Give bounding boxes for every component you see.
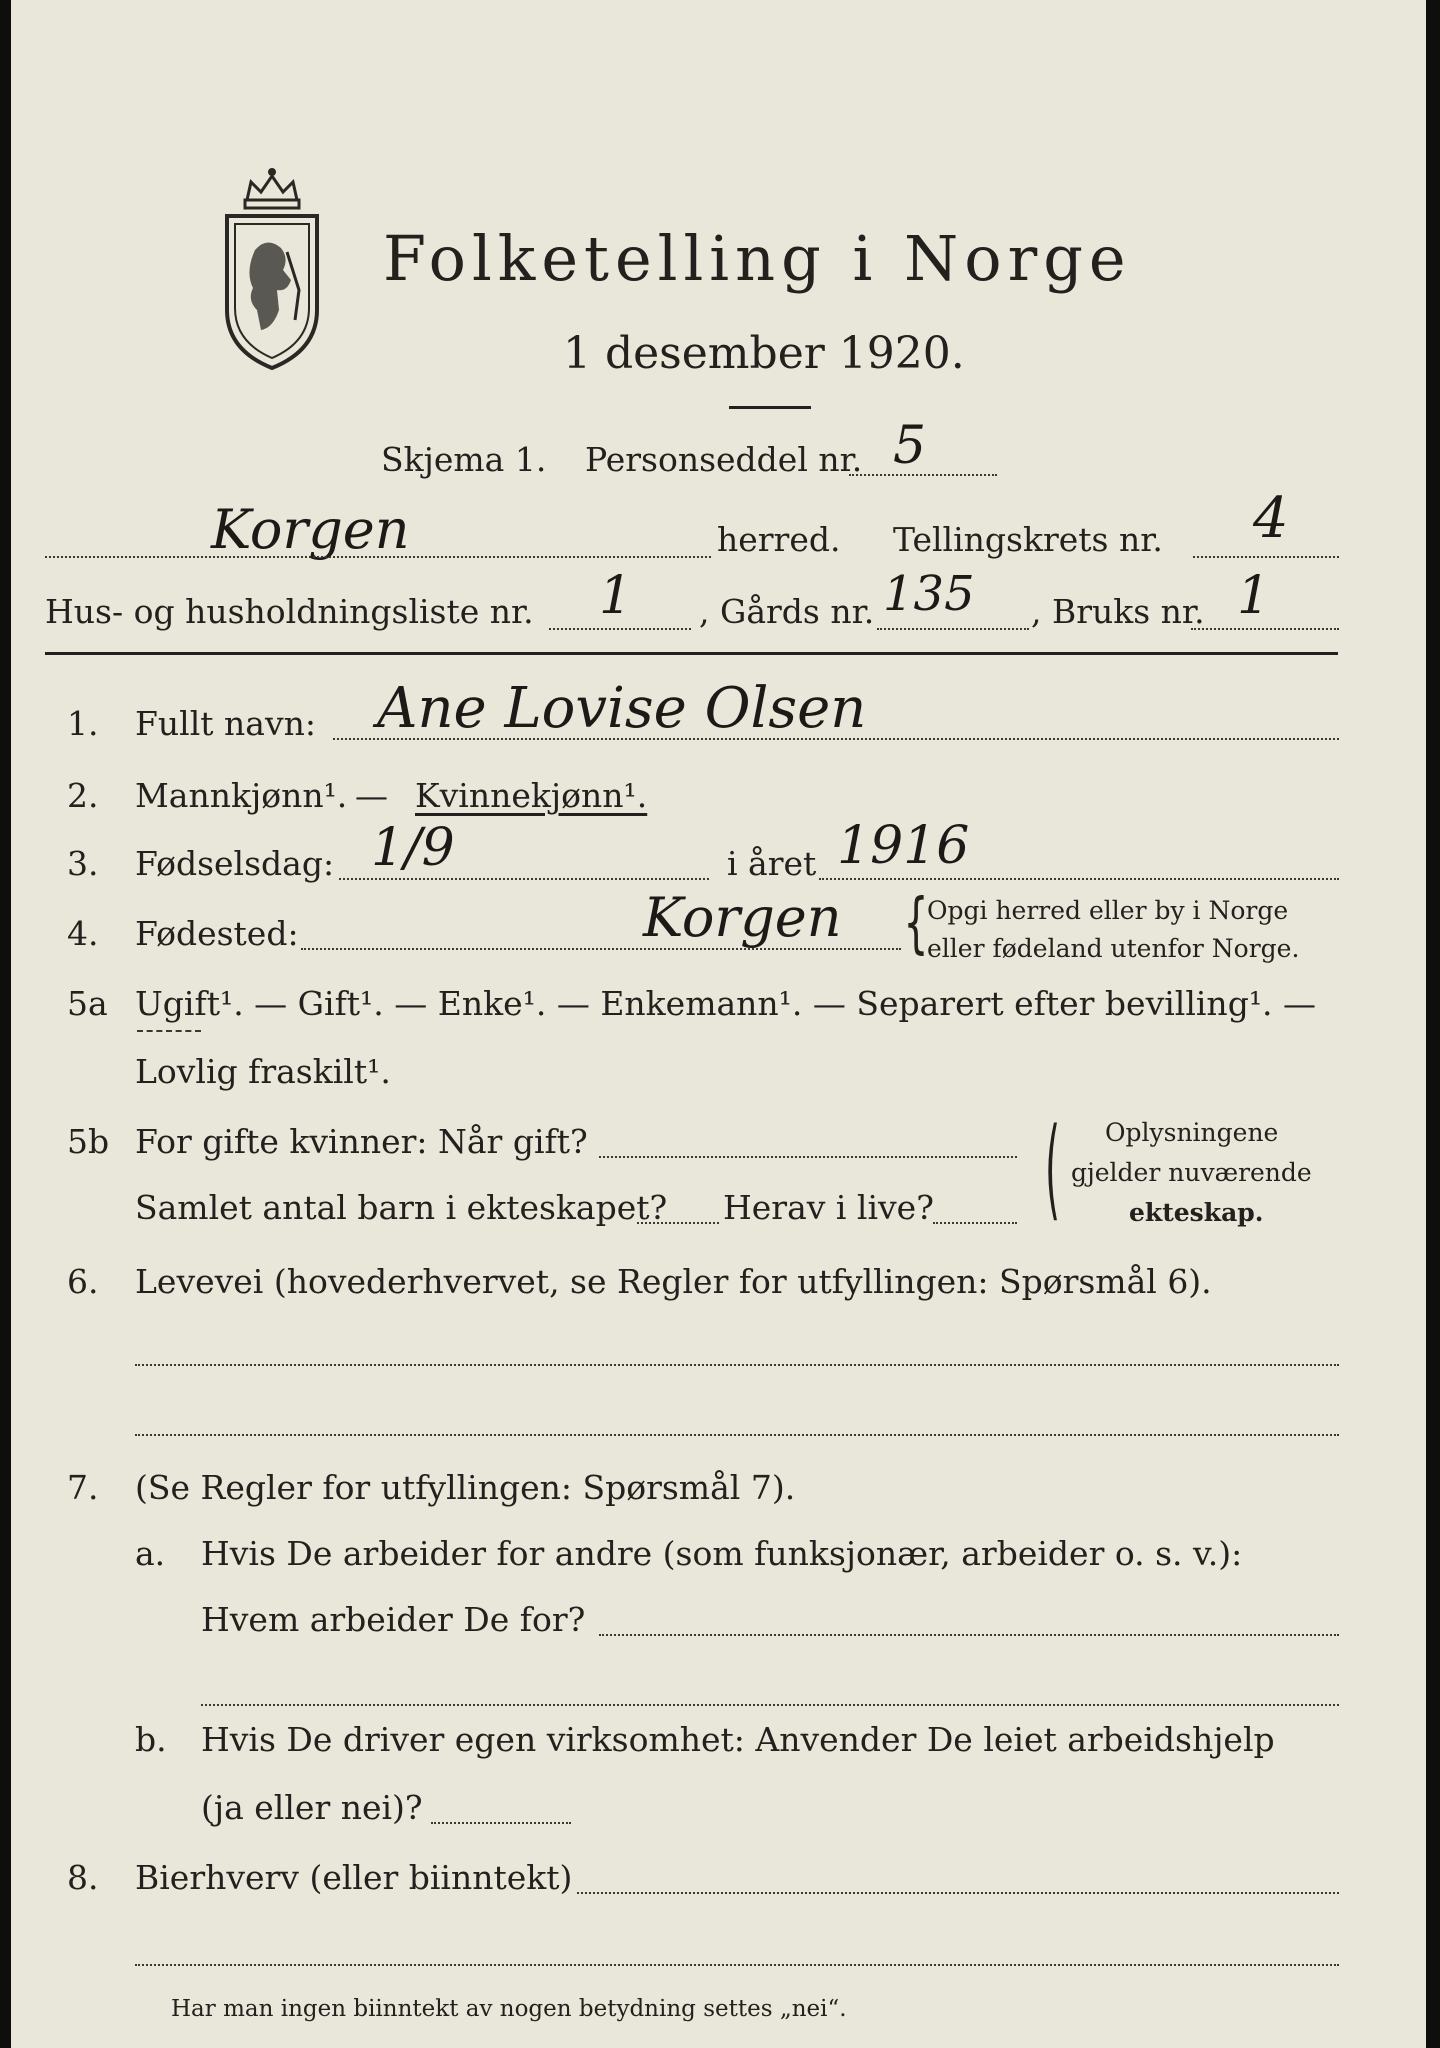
q8-label: Bierhverv (eller biinntekt) [135, 1858, 573, 1897]
skjema-label: Skjema 1. [381, 440, 547, 479]
herred-value[interactable]: Korgen [211, 498, 410, 561]
q8-number: 8. [67, 1858, 99, 1897]
herred-dotted-line [45, 556, 711, 558]
personseddel-value[interactable]: 5 [893, 416, 927, 476]
q5b-number: 5b [67, 1122, 110, 1161]
occupation-dotted-line-2[interactable] [135, 1434, 1339, 1436]
marriage-note-bracket-left: ( [1044, 1104, 1060, 1232]
q4-number: 4. [67, 914, 99, 953]
norwegian-coat-of-arms-icon [217, 160, 327, 374]
employer-dotted-line-2[interactable] [201, 1704, 1339, 1706]
q1-number: 1. [67, 704, 99, 743]
year-label: i året [727, 844, 817, 883]
employer-dotted-line-1[interactable] [599, 1634, 1339, 1636]
side-income-dotted-line-2[interactable] [135, 1964, 1339, 1966]
q7b-hired-help-label: (ja eller nei)? [201, 1788, 423, 1827]
birthplace-value[interactable]: Korgen [643, 886, 842, 949]
gender-dash: — [355, 776, 388, 815]
side-income-dotted-line-1[interactable] [577, 1892, 1339, 1894]
children-alive-label: Herav i live? [723, 1188, 934, 1227]
gards-dotted-line [877, 628, 1029, 630]
hus-value[interactable]: 1 [599, 566, 633, 626]
full-name-value[interactable]: Ane Lovise Olsen [377, 676, 867, 741]
census-form [11, 0, 1426, 2048]
marriage-note-line1: Oplysningene [1105, 1118, 1279, 1147]
year-dotted-line [819, 878, 1339, 880]
q5a-number: 5a [67, 984, 108, 1023]
ugift-underline [137, 1030, 201, 1032]
q6-label: Levevei (hovederhvervet, se Regler for utfyllingen: Spørsmål 6). [135, 1262, 1212, 1301]
q7-label: (Se Regler for utfyllingen: Spørsmål 7). [135, 1468, 796, 1507]
married-when-dotted-line[interactable] [599, 1156, 1017, 1158]
personseddel-label: Personseddel nr. [585, 440, 863, 479]
birthday-value[interactable]: 1/9 [371, 818, 455, 878]
footer-note: Har man ingen biinntekt av nogen betydning settes „nei“. [171, 1996, 847, 2022]
q7b-line1: Hvis De driver egen virksomhet: Anvender De leiet arbeidshjelp [201, 1720, 1275, 1759]
hus-label: Hus- og husholdningsliste nr. [45, 592, 534, 631]
section-rule [45, 652, 1338, 655]
gender-male-option[interactable]: Mannkjønn¹. [135, 776, 348, 815]
form-date: 1 desember 1920. [563, 328, 965, 379]
marital-status-options[interactable]: Ugift¹. — Gift¹. — Enke¹. — Enkemann¹. — Separert efter bevilling¹. — [135, 984, 1317, 1023]
q4-label: Fødested: [135, 914, 299, 953]
q7-number: 7. [67, 1468, 99, 1507]
occupation-dotted-line-1[interactable] [135, 1364, 1339, 1366]
hired-help-dotted-line[interactable] [431, 1822, 571, 1824]
q2-number: 2. [67, 776, 99, 815]
bruks-value[interactable]: 1 [1237, 566, 1271, 626]
gards-label: , Gårds nr. [699, 592, 875, 631]
hus-dotted-line [549, 628, 691, 630]
tellingskrets-label: Tellingskrets nr. [893, 520, 1163, 559]
birthplace-note-line1: Opgi herred eller by i Norge [927, 896, 1289, 925]
q7a-letter: a. [135, 1534, 166, 1573]
marriage-note-line2: gjelder nuværende [1071, 1158, 1312, 1187]
married-when-label: For gifte kvinner: Når gift? [135, 1122, 588, 1161]
marriage-note-line3: ekteskap. [1129, 1198, 1264, 1227]
children-count-dotted-line[interactable] [637, 1222, 719, 1224]
birthday-dotted-line [339, 878, 709, 880]
q3-label: Fødselsdag: [135, 844, 335, 883]
q6-number: 6. [67, 1262, 99, 1301]
marital-status-divorced-option[interactable]: Lovlig fraskilt¹. [135, 1052, 391, 1091]
bruks-label: , Bruks nr. [1031, 592, 1205, 631]
gards-value[interactable]: 135 [883, 566, 975, 622]
tellingskrets-dotted-line [1193, 556, 1339, 558]
children-alive-dotted-line[interactable] [933, 1222, 1017, 1224]
bruks-dotted-line [1191, 628, 1339, 630]
birthplace-note-brace: { [903, 884, 929, 961]
q7a-employer-label: Hvem arbeider De for? [201, 1600, 586, 1639]
birthplace-note-line2: eller fødeland utenfor Norge. [927, 934, 1300, 963]
birth-year-value[interactable]: 1916 [837, 816, 970, 876]
gender-female-option[interactable]: Kvinnekjønn¹. [415, 776, 648, 815]
q7b-letter: b. [135, 1720, 167, 1759]
form-title: Folketelling i Norge [383, 222, 1132, 295]
children-count-label: Samlet antal barn i ekteskapet? [135, 1188, 668, 1227]
tellingskrets-value[interactable]: 4 [1253, 486, 1289, 551]
herred-label: herred. [717, 520, 841, 559]
q3-number: 3. [67, 844, 99, 883]
q1-label: Fullt navn: [135, 704, 316, 743]
q7a-line1: Hvis De arbeider for andre (som funksjonær, arbeider o. s. v.): [201, 1534, 1243, 1573]
title-divider [729, 406, 811, 409]
